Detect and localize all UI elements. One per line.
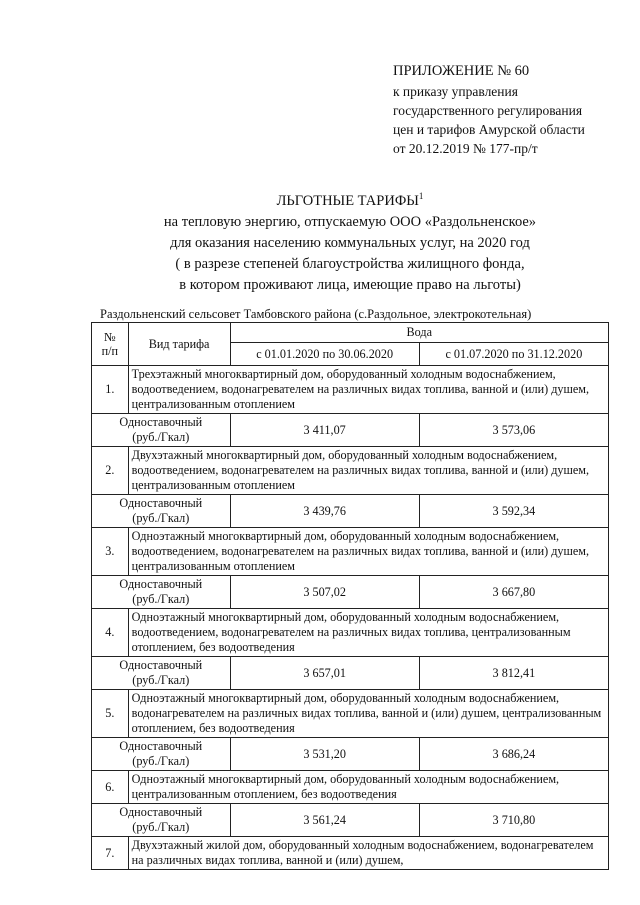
- tariff-value-period1: 3 657,01: [230, 657, 419, 690]
- housing-description: Одноэтажный многоквартирный дом, оборудованный холодным водоснабжением, централизованным отоплением, без водоотведения: [128, 771, 608, 804]
- appendix-line: от 20.12.2019 № 177-пр/т: [393, 141, 538, 156]
- tariff-value-period1: 3 439,76: [230, 495, 419, 528]
- tariff-value-period1: 3 507,02: [230, 576, 419, 609]
- row-number: 1.: [92, 366, 129, 414]
- tariff-row: [92, 576, 609, 609]
- tariff-value-period2: 3 573,06: [419, 414, 608, 447]
- document-heading: [90, 186, 610, 296]
- table-row: [92, 447, 609, 495]
- header-group: Вода: [230, 323, 608, 343]
- housing-description: Трехэтажный многоквартирный дом, оборудованный холодным водоснабжением, водоотведением, водонагревателем на различных видах топлива, ванной и (или) душем, централизованным отоплением: [128, 366, 608, 414]
- tariff-value-period2: 3 686,24: [419, 738, 608, 771]
- housing-description: Двухэтажный жилой дом, оборудованный холодным водоснабжением, водонагревателем на различных видах топлива, ванной и (или) душем,: [128, 837, 608, 870]
- header-period2: с 01.07.2020 по 31.12.2020: [419, 343, 608, 366]
- tariff-row: [92, 414, 609, 447]
- heading-line: для оказания населению коммунальных услуг, на 2020 год: [170, 234, 530, 251]
- header-period1: с 01.01.2020 по 30.06.2020: [230, 343, 419, 366]
- housing-description: Двухэтажный многоквартирный дом, оборудованный холодным водоснабжением, водоотведением, водонагревателем на различных видах топлива, ванной и (или) душем, централизованным отоплением: [128, 447, 608, 495]
- tariff-value-period1: 3 561,24: [230, 804, 419, 837]
- table-row: [92, 366, 609, 414]
- tariff-kind: Одноставочный (руб./Гкал): [92, 576, 231, 609]
- appendix-line: к приказу управления: [393, 84, 518, 99]
- row-number: 6.: [92, 771, 129, 804]
- tariff-value-period2: 3 592,34: [419, 495, 608, 528]
- table-row: [92, 837, 609, 870]
- header-num: № п/п: [92, 323, 129, 366]
- tariff-value-period2: 3 667,80: [419, 576, 608, 609]
- row-number: 7.: [92, 837, 129, 870]
- housing-description: Одноэтажный многоквартирный дом, оборудованный холодным водоснабжением, водоотведением, водонагревателем на различных видах топлива, централизованным отоплением, без водоотведения: [128, 609, 608, 657]
- tariff-value-period1: 3 411,07: [230, 414, 419, 447]
- tariff-kind: Одноставочный (руб./Гкал): [92, 804, 231, 837]
- tariff-table: [91, 322, 609, 870]
- tariff-row: [92, 495, 609, 528]
- document-title: ЛЬГОТНЫЕ ТАРИФЫ: [276, 192, 419, 209]
- row-number: 2.: [92, 447, 129, 495]
- tariff-kind: Одноставочный (руб./Гкал): [92, 414, 231, 447]
- header-kind: Вид тарифа: [128, 323, 230, 366]
- appendix-block: [393, 60, 633, 158]
- table-row: [92, 609, 609, 657]
- housing-description: Одноэтажный многоквартирный дом, оборудованный холодным водоснабжением, водоотведением, водонагревателем на различных видах топлива, ванной и (или) душем, централизованным отоплением: [128, 528, 608, 576]
- tariff-kind: Одноставочный (руб./Гкал): [92, 495, 231, 528]
- table-caption: Раздольненский сельсовет Тамбовского района (с.Раздольное, электрокотельная): [100, 307, 532, 321]
- footnote-mark: 1: [418, 191, 424, 201]
- table-row: [92, 771, 609, 804]
- appendix-line: государственного регулирования: [393, 103, 583, 118]
- tariff-kind: Одноставочный (руб./Гкал): [92, 738, 231, 771]
- row-number: 3.: [92, 528, 129, 576]
- housing-description: Одноэтажный многоквартирный дом, оборудованный холодным водоснабжением, водонагревателем на различных видах топлива, ванной и (или) душем, централизованным отоплением, без водоотведения: [128, 690, 608, 738]
- heading-line: в котором проживают лица, имеющие право на льготы): [179, 276, 521, 293]
- tariff-value-period1: 3 531,20: [230, 738, 419, 771]
- table-row: [92, 690, 609, 738]
- tariff-kind: Одноставочный (руб./Гкал): [92, 657, 231, 690]
- tariff-row: [92, 738, 609, 771]
- appendix-title: ПРИЛОЖЕНИЕ № 60: [393, 63, 530, 79]
- table-row: [92, 528, 609, 576]
- tariff-value-period2: 3 812,41: [419, 657, 608, 690]
- row-number: 5.: [92, 690, 129, 738]
- appendix-line: цен и тарифов Амурской области: [393, 122, 585, 137]
- tariff-value-period2: 3 710,80: [419, 804, 608, 837]
- tariff-row: [92, 804, 609, 837]
- heading-line: ( в разрезе степеней благоустройства жилищного фонда,: [175, 255, 525, 272]
- tariff-row: [92, 657, 609, 690]
- row-number: 4.: [92, 609, 129, 657]
- heading-line: на тепловую энергию, отпускаемую ООО «Раздольненское»: [163, 213, 537, 230]
